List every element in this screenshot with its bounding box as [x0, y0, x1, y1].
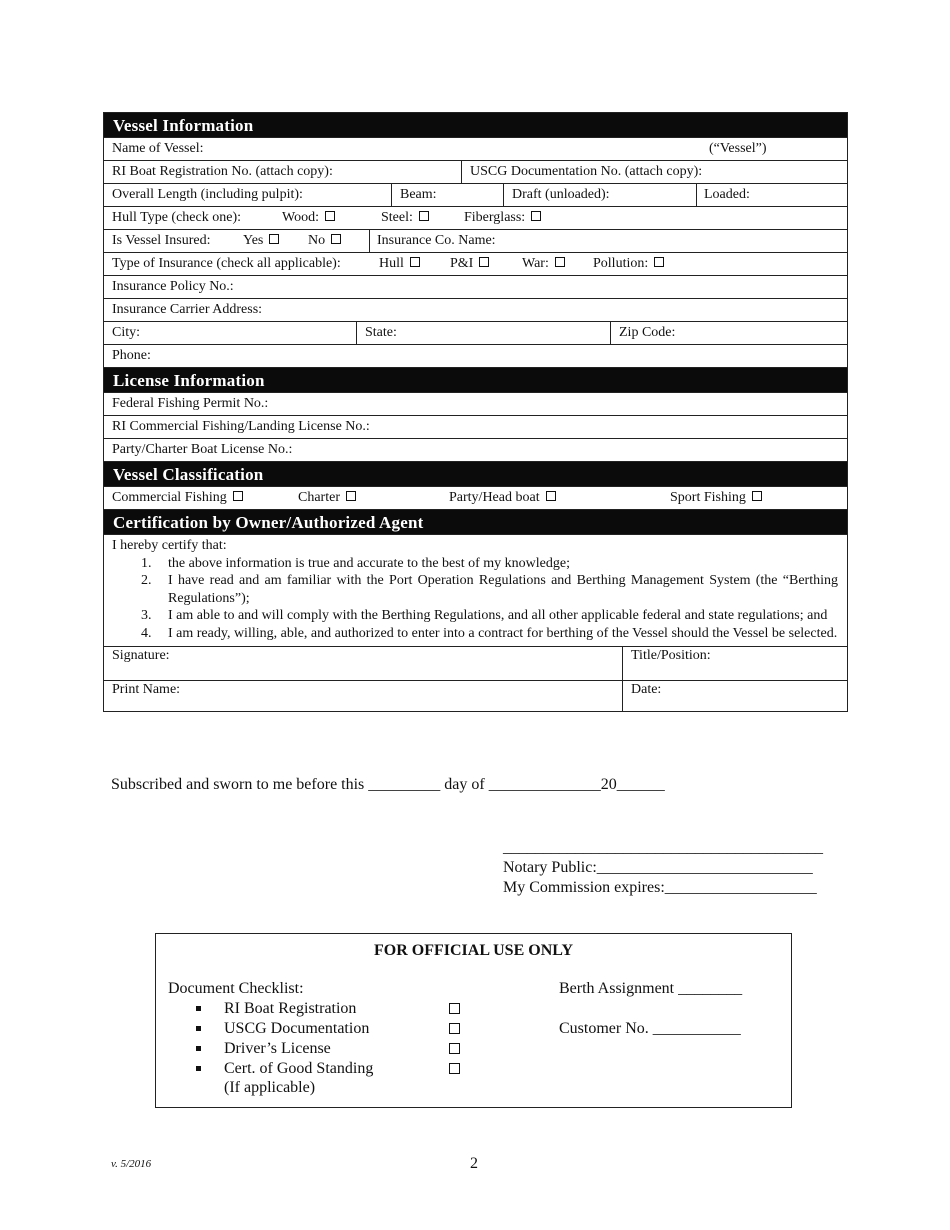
hull-steel-checkbox[interactable]	[419, 211, 429, 221]
ins-war-option[interactable]: War:	[522, 253, 565, 275]
overall-length-field[interactable]: Overall Length (including pulpit):	[112, 187, 303, 202]
official-use-box: FOR OFFICIAL USE ONLY Document Checklist: RI Boat Registration USCG Documentation Driver’s License Cert. of Good Standing (If applicable) Berth Assignment ________ Customer No. ___________	[155, 933, 792, 1108]
if-applicable-note: (If applicable)	[224, 1079, 316, 1096]
party-head-boat-option[interactable]: Party/Head boat	[449, 487, 556, 509]
federal-permit-row[interactable]	[104, 393, 847, 416]
certification-item-text: I am able to and will comply with the Berthing Regulations, and all other applicable federal and state regulations; and	[168, 608, 828, 623]
insured-label: Is Vessel Insured:	[112, 233, 211, 248]
bullet-icon	[196, 1026, 201, 1031]
certification-list	[112, 555, 838, 643]
party-head-boat-checkbox[interactable]	[546, 491, 556, 501]
policy-no-field: Insurance Policy No.:	[112, 279, 234, 294]
notary-public-field[interactable]: Notary Public:___________________________	[503, 859, 813, 876]
certification-item	[112, 572, 838, 607]
zip-code-field[interactable]: Zip Code:	[619, 325, 676, 340]
certification-item-text: I have read and am familiar with the Port Operation Regulations and Berthing Management System (the “Berthing Regulations”);	[168, 573, 838, 606]
beam-field[interactable]: Beam:	[400, 187, 437, 202]
ins-hull-option[interactable]: Hull	[379, 253, 420, 275]
registration-row	[104, 161, 847, 184]
ins-pollution-option[interactable]: Pollution:	[593, 253, 664, 275]
checklist-checkbox[interactable]	[449, 1043, 460, 1054]
certification-item	[112, 607, 838, 625]
ri-commercial-row[interactable]	[104, 416, 847, 439]
checklist-checkbox[interactable]	[449, 1063, 460, 1074]
insured-yes-option[interactable]: Yes	[243, 230, 279, 252]
certification-item-text: the above information is true and accurate to the best of my knowledge;	[168, 555, 570, 571]
title-position-field[interactable]: Title/Position:	[631, 648, 711, 663]
hull-fiberglass-checkbox[interactable]	[531, 211, 541, 221]
certification-item-number: 2.	[141, 573, 152, 588]
dimensions-row	[104, 184, 847, 207]
bullet-icon	[196, 1066, 201, 1071]
insurance-co-field[interactable]: Insurance Co. Name:	[377, 233, 496, 248]
certification-item-number: 1.	[141, 555, 152, 571]
classification-header: Vessel Classification	[104, 462, 847, 487]
phone-row[interactable]	[104, 345, 847, 368]
vessel-name-row[interactable]	[104, 138, 847, 161]
certification-item-number: 3.	[141, 608, 152, 623]
ri-registration-field[interactable]: RI Boat Registration No. (attach copy):	[112, 164, 333, 179]
city-state-zip-row	[104, 322, 847, 345]
commercial-fishing-checkbox[interactable]	[233, 491, 243, 501]
state-field[interactable]: State:	[365, 325, 397, 340]
insured-yes-checkbox[interactable]	[269, 234, 279, 244]
document-checklist-title: Document Checklist:	[168, 980, 304, 997]
commission-expires-field[interactable]: My Commission expires:___________________	[503, 879, 817, 896]
checklist-checkbox[interactable]	[449, 1003, 460, 1014]
berth-assignment-field[interactable]: Berth Assignment ________	[559, 980, 743, 997]
print-name-row	[104, 681, 847, 711]
license-info-header: License Information	[104, 368, 847, 393]
version-label: v. 5/2016	[111, 1158, 152, 1170]
signature-field[interactable]: Signature:	[112, 648, 170, 663]
federal-permit-field: Federal Fishing Permit No.:	[112, 396, 269, 411]
bullet-icon	[196, 1046, 201, 1051]
city-field[interactable]: City:	[112, 325, 141, 340]
page-number: 2	[470, 1155, 478, 1172]
hull-type-row	[104, 207, 847, 230]
insurance-type-label: Type of Insurance (check all applicable):	[112, 256, 341, 271]
checklist-checkbox[interactable]	[449, 1023, 460, 1034]
customer-no-field[interactable]: Customer No. ___________	[559, 1020, 741, 1037]
certification-item	[112, 555, 838, 573]
vessel-info-header: Vessel Information	[104, 113, 847, 138]
charter-checkbox[interactable]	[346, 491, 356, 501]
party-charter-row[interactable]	[104, 439, 847, 462]
print-name-field[interactable]: Print Name:	[112, 682, 181, 697]
bullet-icon	[196, 1006, 201, 1011]
hull-wood-checkbox[interactable]	[325, 211, 335, 221]
ins-pi-checkbox[interactable]	[479, 257, 489, 267]
policy-row[interactable]	[104, 276, 847, 299]
certification-item	[112, 625, 838, 643]
draft-field[interactable]: Draft (unloaded):	[512, 187, 610, 202]
carrier-address-row[interactable]	[104, 299, 847, 322]
ri-commercial-license-field: RI Commercial Fishing/Landing License No.:	[112, 419, 370, 434]
sport-fishing-checkbox[interactable]	[752, 491, 762, 501]
carrier-address-field: Insurance Carrier Address:	[112, 302, 263, 317]
classification-row	[104, 487, 847, 510]
ins-pi-option[interactable]: P&I	[450, 253, 489, 275]
certification-header: Certification by Owner/Authorized Agent	[104, 510, 847, 535]
vessel-quote: (“Vessel”)	[709, 141, 767, 156]
uscg-documentation-field[interactable]: USCG Documentation No. (attach copy):	[470, 164, 703, 179]
notary-signature-line[interactable]: ________________________________________	[503, 839, 823, 856]
official-use-title: FOR OFFICIAL USE ONLY	[374, 942, 573, 959]
commercial-fishing-option[interactable]: Commercial Fishing	[112, 487, 243, 509]
hull-wood-option[interactable]: Wood:	[282, 207, 335, 229]
ins-hull-checkbox[interactable]	[410, 257, 420, 267]
insured-no-option[interactable]: No	[308, 230, 341, 252]
notary-block	[503, 838, 839, 898]
insurance-type-row	[104, 253, 847, 276]
certify-intro: I hereby certify that:	[112, 538, 227, 553]
phone-field: Phone:	[112, 348, 151, 363]
hull-type-label: Hull Type (check one):	[112, 210, 241, 225]
certification-body	[104, 535, 847, 647]
sport-fishing-option[interactable]: Sport Fishing	[670, 487, 762, 509]
certification-item-text: I am ready, willing, able, and authorized to enter into a contract for berthing of the Vessel should the Vessel be selected.	[168, 625, 838, 641]
insured-row	[104, 230, 847, 253]
sworn-statement[interactable]: Subscribed and sworn to me before this _________ day of ______________20______	[111, 776, 665, 793]
loaded-field[interactable]: Loaded:	[704, 187, 750, 202]
hull-steel-option[interactable]: Steel:	[381, 207, 429, 229]
party-charter-license-field: Party/Charter Boat License No.:	[112, 442, 293, 457]
charter-option[interactable]: Charter	[298, 487, 356, 509]
ins-war-checkbox[interactable]	[555, 257, 565, 267]
hull-fiberglass-option[interactable]: Fiberglass:	[464, 207, 541, 229]
certification-item-number: 4.	[141, 625, 152, 641]
insured-no-checkbox[interactable]	[331, 234, 341, 244]
date-field[interactable]: Date:	[631, 682, 662, 697]
signature-row	[104, 647, 847, 681]
ins-pollution-checkbox[interactable]	[654, 257, 664, 267]
vessel-name-label: Name of Vessel:	[112, 141, 204, 156]
application-form	[103, 112, 848, 712]
